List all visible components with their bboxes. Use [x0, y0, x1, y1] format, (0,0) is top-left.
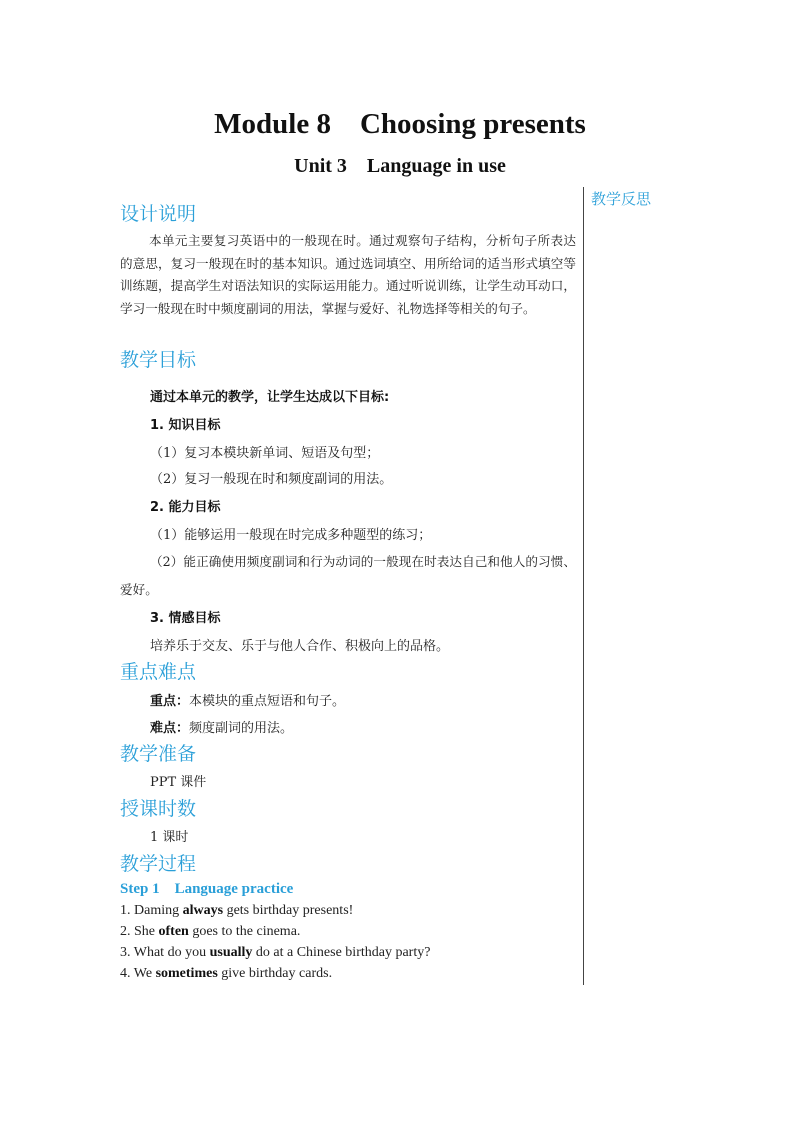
process-heading: 教学过程 — [120, 853, 197, 875]
sentence-text: 4. We — [120, 966, 156, 981]
reflection-label: 教学反思 — [591, 190, 652, 208]
emotion-goal-item: 培养乐于交友、乐于与他人合作、积极向上的品格。 — [150, 639, 450, 654]
design-paragraph: 本单元主要复习英语中的一般现在时。通过观察句子结构，分析句子所表达的意思，复习一般现在时的基本知识。通过选词填空、用所给词的适当形式填空等训练题，提高学生对语法知识的实际运用能力。通过听说训练，让学生动耳动口，学习一般现在时中频度副词的用法，掌握与爱好、礼物选择等相关的句子。 — [120, 233, 576, 316]
adverb: usually — [209, 945, 253, 960]
difficult-point-line — [150, 717, 293, 736]
sentence-text: 3. What do you — [120, 945, 210, 960]
hours-heading: 授课时数 — [120, 798, 197, 820]
difficult-point-label: 难点： — [150, 721, 190, 736]
knowledge-goal-item: （1）复习本模块新单词、短语及句型； — [150, 446, 380, 461]
adverb: often — [158, 924, 189, 939]
key-point-label: 重点： — [150, 694, 190, 709]
prep-heading: 教学准备 — [120, 743, 197, 765]
knowledge-goal-title: 1. 知识目标 — [150, 418, 221, 433]
ability-goal-item: （1）能够运用一般现在时完成多种题型的练习； — [150, 528, 432, 543]
design-heading: 设计说明 — [120, 203, 197, 225]
ability-goal-title: 2. 能力目标 — [150, 500, 221, 515]
goals-intro: 通过本单元的教学，让学生达成以下目标: — [150, 390, 390, 405]
column-divider — [583, 187, 584, 985]
goals-heading: 教学目标 — [120, 349, 197, 371]
adverb: always — [182, 903, 224, 918]
ability-goal-item: （2）能正确使用频度副词和行为动词的一般现在时表达自己和他人的习惯、爱好。 — [120, 554, 576, 597]
prep-text: PPT 课件 — [150, 775, 207, 790]
example-sentence — [120, 966, 332, 982]
sentence-text: do at a Chinese birthday party? — [252, 945, 431, 960]
key-points-heading: 重点难点 — [120, 661, 197, 683]
sentence-text: gets birthday presents! — [223, 903, 354, 918]
sentence-text: 2. She — [120, 924, 159, 939]
key-point-line — [150, 690, 345, 709]
key-point-text: 本模块的重点短语和句子。 — [189, 694, 346, 709]
step-title: Step 1 Language practice — [120, 881, 294, 897]
difficult-point-text: 频度副词的用法。 — [189, 721, 294, 736]
example-sentence — [120, 903, 353, 919]
sentence-text: goes to the cinema. — [188, 924, 301, 939]
page-subtitle: Unit 3 Language in use — [294, 155, 506, 177]
emotion-goal-title: 3. 情感目标 — [150, 611, 221, 626]
sentence-text: 1. Daming — [120, 903, 183, 918]
hours-text: 1 课时 — [150, 830, 189, 845]
example-sentence — [120, 924, 300, 940]
page-title: Module 8 Choosing presents — [214, 108, 586, 140]
sentence-text: give birthday cards. — [217, 966, 333, 981]
knowledge-goal-item: （2）复习一般现在时和频度副词的用法。 — [150, 472, 393, 487]
example-sentence — [120, 945, 430, 961]
adverb: sometimes — [155, 966, 218, 981]
